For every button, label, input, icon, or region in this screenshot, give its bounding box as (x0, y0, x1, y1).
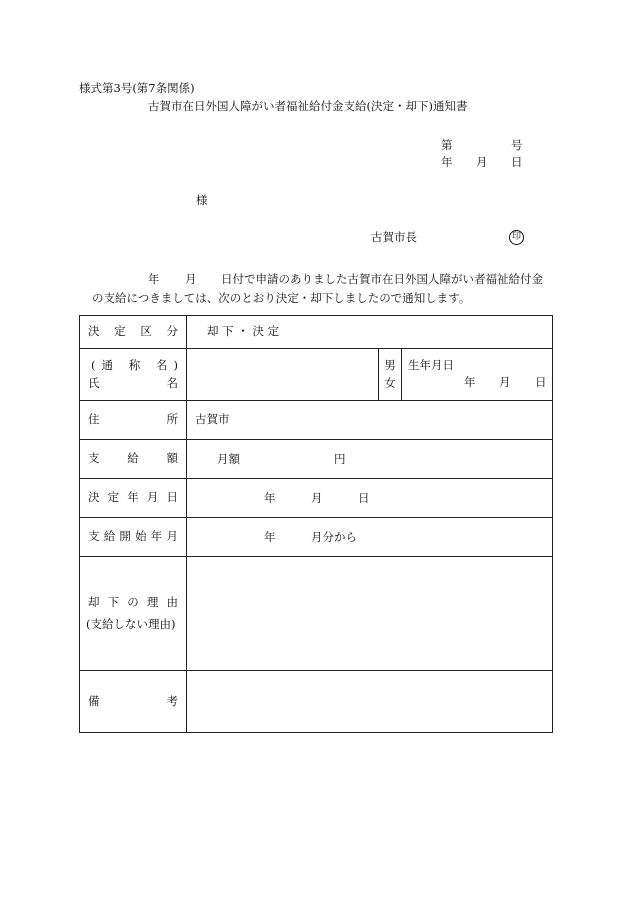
doc-number-suffix: 号 (511, 138, 523, 152)
birthdate-month: 月 (499, 375, 511, 389)
remarks-row (80, 671, 553, 733)
birthdate-year: 年 (464, 375, 476, 389)
decision-value: 却 下 ・ 決 定 (187, 316, 553, 349)
body-year: 年 (148, 272, 160, 286)
address-value[interactable]: 古賀市 (187, 401, 553, 440)
address-label-cell (80, 401, 187, 440)
start-value-cell[interactable] (187, 518, 553, 557)
decision-label-cell (80, 316, 187, 349)
alias-label: ( 通 称 名 ) (91, 358, 178, 372)
amount-monthly: 月額 (217, 452, 240, 466)
decision-date-label: 決 定 年 月 日 (88, 490, 178, 505)
amount-label: 支 給 額 (88, 451, 178, 466)
start-label-cell (80, 518, 187, 557)
amount-row (80, 440, 553, 479)
amount-value-cell[interactable] (187, 440, 553, 479)
benefit-table (79, 315, 553, 733)
start-month-from: 月分から (311, 530, 357, 544)
address-row (80, 401, 553, 440)
start-label: 支 給 開 始 年 月 (88, 529, 178, 544)
amount-unit: 円 (334, 452, 346, 466)
decision-date-day: 日 (358, 491, 370, 505)
reason-label: 却 下 の 理 由 (88, 594, 178, 609)
reason-sub-label: (支給しない理由) (86, 617, 176, 631)
reason-label-cell (80, 557, 187, 671)
sex-cell[interactable]: 男 女 (379, 349, 402, 401)
decision-date-value-cell[interactable] (187, 479, 553, 518)
decision-row (80, 316, 553, 349)
address-label: 住 所 (88, 412, 178, 427)
name-label-cell (80, 349, 187, 401)
amount-label-cell (80, 440, 187, 479)
decision-date-month: 月 (311, 491, 323, 505)
recipient-suffix: 様 (196, 193, 208, 207)
body-text-line2: の支給につきましては、次のとおり決定・却下しましたので通知します。 (92, 291, 471, 305)
birthdate-label: 生年月日 (408, 358, 454, 372)
body-month: 月 (185, 272, 197, 286)
body-text-line1: 日付で申請のありました古賀市在日外国人障がい者福祉給付金 (221, 272, 543, 286)
name-row (80, 349, 553, 401)
reason-value-cell[interactable] (187, 557, 553, 671)
remarks-label: 備 考 (88, 693, 178, 708)
seal-mark: 印 (509, 230, 524, 245)
date-year: 年 (441, 155, 453, 169)
decision-date-row (80, 479, 553, 518)
birthdate-day: 日 (535, 375, 547, 389)
decision-date-label-cell (80, 479, 187, 518)
form-number: 様式第3号(第7条関係) (79, 81, 195, 95)
doc-number-prefix: 第 (441, 138, 453, 152)
name-label: 氏 名 (88, 375, 178, 390)
date-month: 月 (476, 155, 488, 169)
remarks-value-cell[interactable] (187, 671, 553, 733)
reason-row (80, 557, 553, 671)
birthdate-cell[interactable] (402, 349, 553, 401)
decision-date-year: 年 (264, 491, 276, 505)
start-year: 年 (264, 530, 276, 544)
decision-label: 決 定 区 分 (88, 324, 178, 339)
name-value-cell[interactable] (187, 349, 379, 401)
issuer-name: 古賀市長 (371, 230, 417, 244)
form-title: 古賀市在日外国人障がい者福祉給付金支給(決定・却下)通知書 (148, 99, 468, 113)
date-day: 日 (511, 155, 523, 169)
start-row (80, 518, 553, 557)
remarks-label-cell (80, 671, 187, 733)
